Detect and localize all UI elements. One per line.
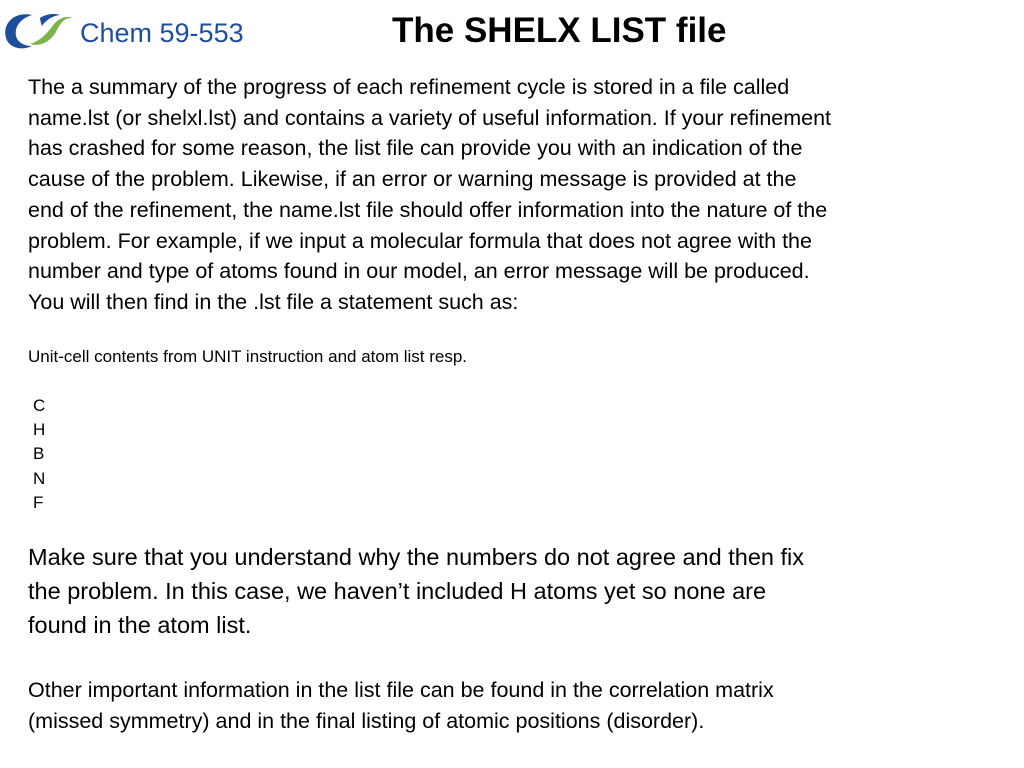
paragraph-line: has crashed for some reason, the list file can provide you with an indication of the [28, 136, 803, 161]
closing-paragraph [28, 675, 774, 736]
explanation-paragraph [28, 540, 804, 642]
paragraph-line: end of the refinement, the name.lst file should offer information into the nature of the [28, 197, 828, 222]
element-symbol: B [33, 444, 45, 464]
paragraph-line: Other important information in the list file can be found in the correlation matrix [28, 678, 774, 702]
element-symbol: C [33, 396, 46, 415]
unit-cell-caption: Unit-cell contents from UNIT instruction and atom list resp. [28, 347, 468, 366]
paragraph-line: cause of the problem. Likewise, if an error or warning message is provided at the [28, 167, 797, 192]
paragraph-line: the problem. In this case, we haven’t included H atoms yet so none are [28, 578, 767, 604]
element-symbol: F [33, 492, 44, 512]
paragraph-line: The a summary of the progress of each refinement cycle is stored in a file called [28, 75, 790, 99]
course-code: Chem 59-553 [80, 18, 244, 48]
element-symbol: N [33, 468, 46, 488]
slide-title: The SHELX LIST file [392, 11, 727, 50]
logo-blue-swoosh [5, 14, 32, 48]
element-symbol: H [33, 420, 46, 440]
paragraph-line: found in the atom list. [28, 612, 252, 638]
intro-paragraph [28, 72, 831, 318]
logo-green-swoosh [30, 17, 73, 45]
paragraph-line: (missed symmetry) and in the final listing of atomic positions (disorder). [28, 708, 705, 733]
paragraph-line: You will then find in the .lst file a statement such as: [28, 289, 519, 314]
paragraph-line: name.lst (or shelxl.lst) and contains a variety of useful information. If your refinement [28, 105, 832, 130]
course-logo [2, 10, 74, 52]
paragraph-line: problem. For example, if we input a molecular formula that does not agree with the [28, 228, 812, 253]
paragraph-line: Make sure that you understand why the numbers do not agree and then fix [28, 544, 804, 570]
paragraph-line: number and type of atoms found in our model, an error message will be produced. [28, 259, 810, 284]
